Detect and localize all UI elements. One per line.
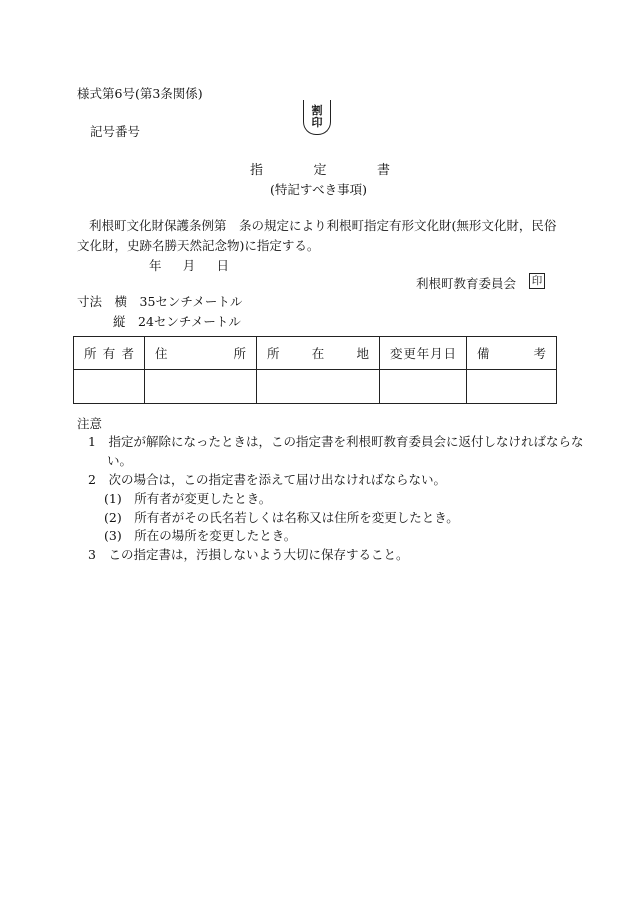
header-remarks	[467, 337, 557, 370]
cell-owner	[74, 370, 145, 404]
cell-address	[145, 370, 257, 404]
title-char-3: 書	[376, 163, 390, 178]
record-number-label: 記号番号	[90, 124, 141, 139]
note-item-2: 2 次の場合は，この指定書を添えて届け出なければならない。	[88, 472, 446, 487]
dimension-width: 寸法 横 35センチメートル	[77, 294, 243, 309]
date-year: 年	[149, 258, 162, 273]
note-sub-item-2: (2) 所有者がその氏名若しくは名称又は住所を変更したとき。	[104, 510, 459, 525]
note-item-1-continued: い。	[107, 453, 133, 468]
header-change-date	[380, 337, 467, 370]
cell-location	[257, 370, 380, 404]
dimension-height: 縦 24センチメートル	[113, 314, 241, 329]
note-sub-item-1: (1) 所有者が変更したとき。	[104, 491, 272, 506]
note-item-3: 3 この指定書は，汚損しないよう大切に保存すること。	[88, 547, 409, 562]
issuer-name: 利根町教育委員会	[416, 276, 517, 291]
header-char: 地	[356, 346, 369, 361]
header-char: 更	[403, 346, 416, 361]
date-month: 月	[182, 258, 196, 273]
header-char: 在	[311, 346, 325, 361]
header-char: 者	[121, 346, 134, 361]
header-char: 日	[443, 346, 456, 361]
body-paragraph: 利根町文化財保護条例第 条の規定により利根町指定有形文化財(無形文化財，民俗文化財，史跡名勝天然記念物)に指定する。	[77, 218, 557, 253]
seal-char-2: 印	[311, 116, 323, 129]
header-char: 備	[477, 346, 490, 361]
note-sub-item-3: (3) 所在の場所を変更したとき。	[104, 528, 297, 543]
title-char-2: 定	[313, 163, 327, 178]
notes-title: 注意	[77, 416, 103, 431]
header-char: 所	[84, 346, 97, 361]
title-char-1: 指	[250, 163, 264, 178]
register-table	[73, 336, 557, 404]
date-day: 日	[216, 258, 229, 273]
header-char: 有	[102, 346, 116, 361]
form-number: 様式第6号(第3条関係)	[77, 86, 203, 101]
header-location	[257, 337, 380, 370]
seal-char-1: 割	[311, 104, 323, 117]
header-char: 変	[390, 346, 403, 361]
header-char: 住	[155, 346, 168, 361]
table-header-row	[74, 337, 557, 370]
document-subtitle: (特記すべき事項)	[270, 182, 368, 197]
date-line	[149, 256, 229, 274]
split-seal-stamp	[303, 100, 331, 135]
header-char: 所	[233, 346, 246, 361]
cell-change-date	[380, 370, 467, 404]
cell-remarks	[467, 370, 557, 404]
header-address	[145, 337, 257, 370]
document-title	[250, 159, 390, 178]
header-owner	[74, 337, 145, 370]
header-char: 月	[430, 346, 443, 361]
header-char: 年	[416, 346, 430, 361]
table-row	[74, 370, 557, 404]
issuer-seal: 印	[529, 273, 545, 289]
note-item-1: 1 指定が解除になったときは，この指定書を利根町教育委員会に返付しなければならな	[88, 434, 584, 449]
header-char: 考	[533, 346, 546, 361]
header-char: 所	[267, 346, 280, 361]
